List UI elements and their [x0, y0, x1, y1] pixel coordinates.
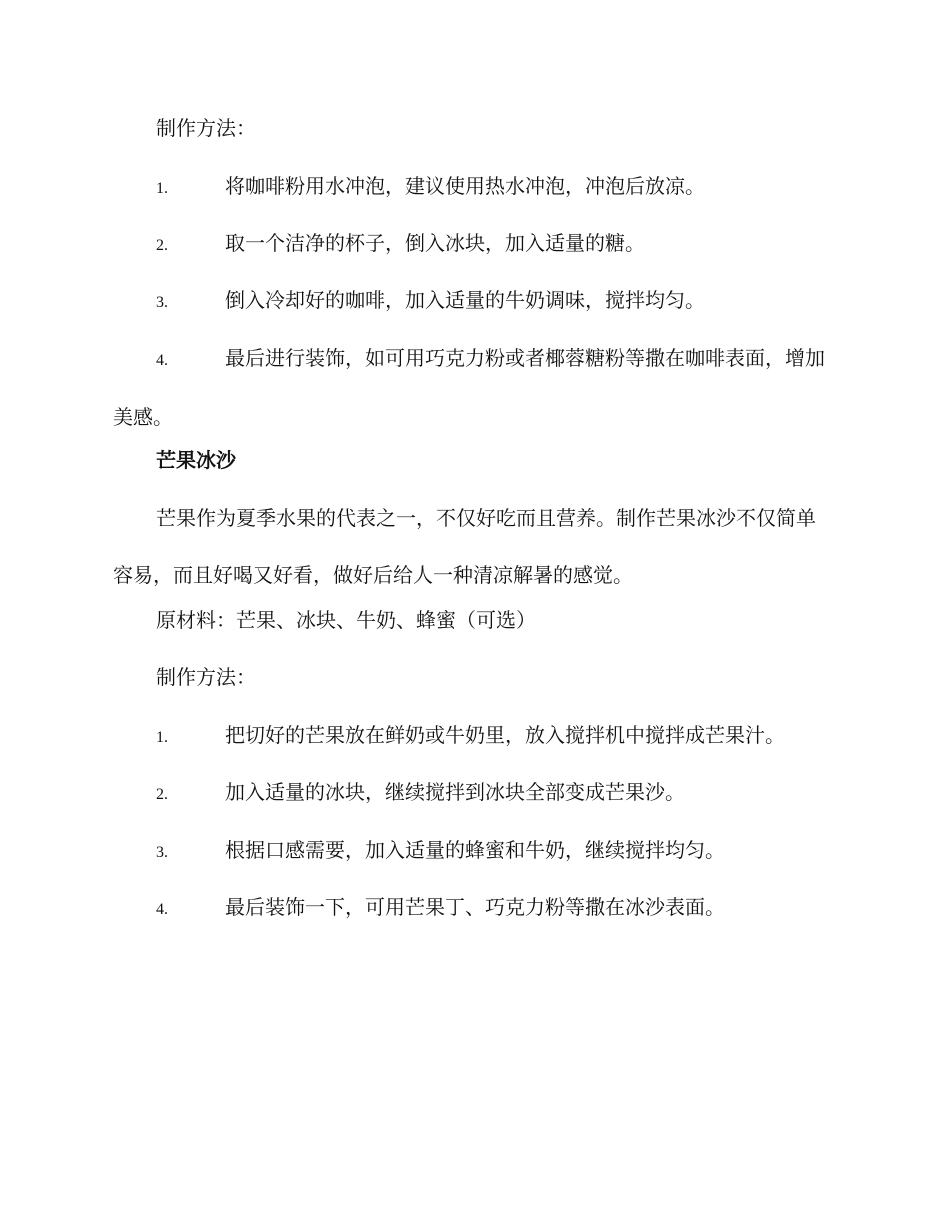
step-1-2 [113, 215, 833, 274]
step-text: 最后装饰一下，可用芒果丁、巧克力粉等撒在冰沙表面。 [225, 895, 725, 919]
method-label-2: 制作方法： [156, 665, 256, 689]
step-text: 将咖啡粉用水冲泡，建议使用热水冲泡，冲泡后放凉。 [225, 174, 705, 198]
step-number: 3. [156, 294, 168, 311]
step-text: 把切好的芒果放在鲜奶或牛奶里，放入搅拌机中搅拌成芒果汁。 [225, 723, 785, 747]
step-number: 1. [156, 729, 168, 746]
step-1-1 [113, 158, 833, 217]
ingredients-line: 原材料：芒果、冰块、牛奶、蜂蜜（可选） [156, 608, 536, 632]
step-number: 3. [156, 844, 168, 861]
step-number: 2. [156, 786, 168, 803]
step-2-4 [113, 879, 833, 938]
step-number: 2. [156, 237, 168, 254]
step-2-2 [113, 764, 833, 823]
method-label-1: 制作方法： [156, 116, 256, 140]
step-text: 加入适量的冰块，继续搅拌到冰块全部变成芒果沙。 [225, 780, 685, 804]
step-text: 根据口感需要，加入适量的蜂蜜和牛奶，继续搅拌均匀。 [225, 838, 725, 862]
section-title: 芒果冰沙 [156, 448, 236, 472]
step-2-1 [113, 707, 843, 766]
step-2-3 [113, 822, 833, 881]
intro-paragraph: 芒果作为夏季水果的代表之一，不仅好吃而且营养。制作芒果冰沙不仅简单容易，而且好喝又好看，做好后给人一种清凉解暑的感觉。 [113, 506, 816, 587]
step-1-3 [113, 272, 833, 331]
step-number: 4. [156, 352, 168, 369]
step-text: 取一个洁净的杯子，倒入冰块，加入适量的糖。 [225, 231, 645, 255]
step-text: 倒入冷却好的咖啡，加入适量的牛奶调味，搅拌均匀。 [225, 288, 705, 312]
step-text: 最后进行装饰，如可用巧克力粉或者椰蓉糖粉等撒在咖啡表面，增加美感。 [113, 346, 825, 429]
step-number: 1. [156, 180, 168, 197]
step-1-4 [113, 330, 835, 446]
step-number: 4. [156, 901, 168, 918]
